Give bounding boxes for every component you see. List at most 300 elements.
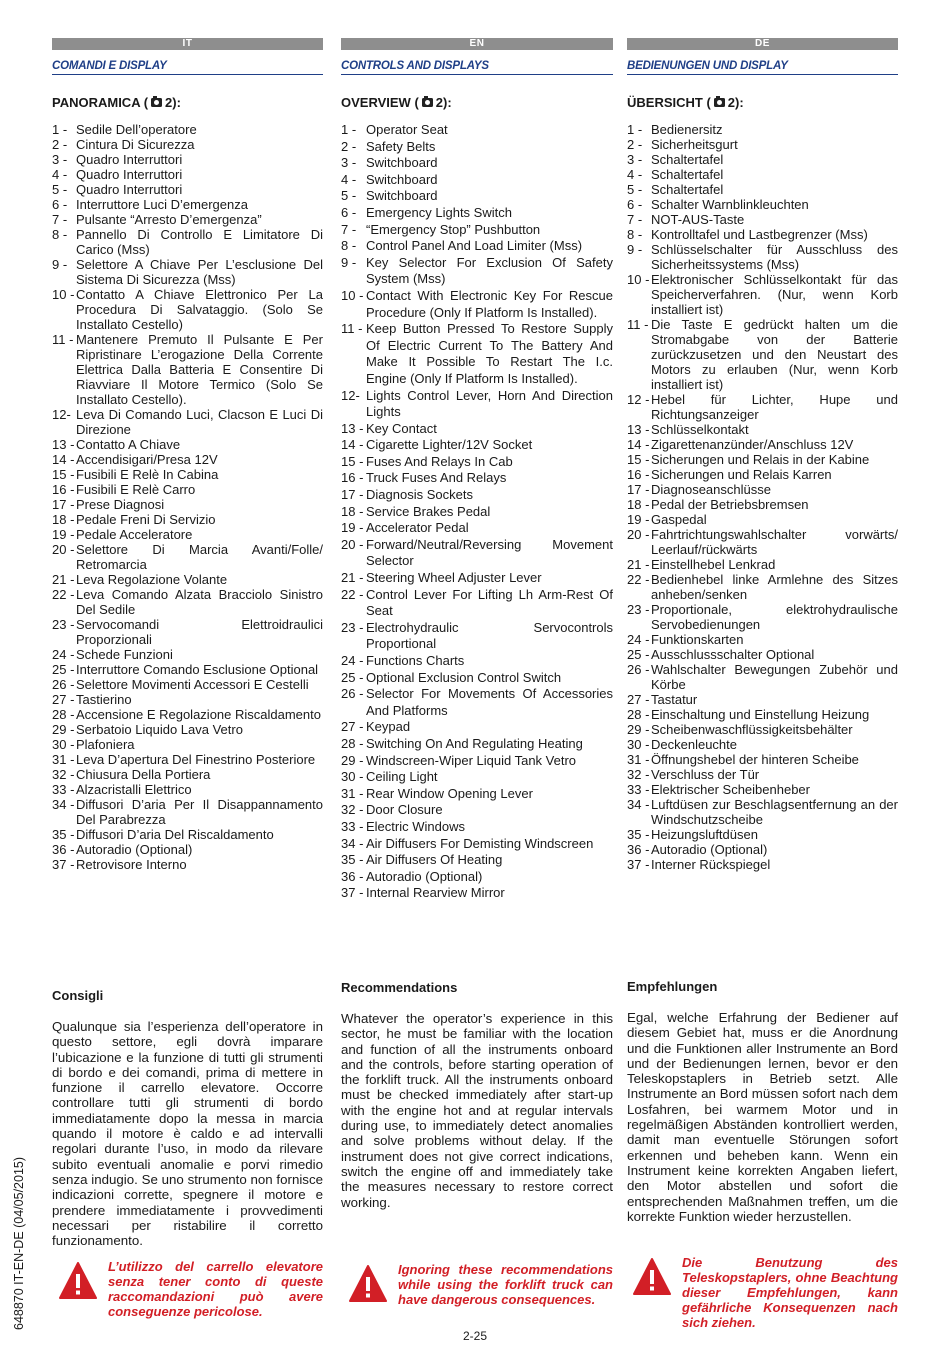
item-label: Serbatoio Liquido Lava Vetro xyxy=(76,722,243,737)
list-item xyxy=(627,797,898,827)
item-label: Switching On And Regulating Heating xyxy=(366,735,583,751)
list-item xyxy=(341,470,613,487)
item-number: 4 - xyxy=(52,167,68,182)
item-label: Quadro Interruttori xyxy=(76,152,183,167)
item-number: 8 - xyxy=(627,227,643,242)
item-label: Elektrischer Scheibenheber xyxy=(651,782,810,797)
item-number: 6 - xyxy=(52,197,68,212)
item-number: 18 - xyxy=(341,503,364,519)
item-number: 2 - xyxy=(52,137,68,152)
item-label: Bedienersitz xyxy=(651,122,723,137)
item-number: 18 - xyxy=(52,512,75,527)
item-number: 3 - xyxy=(341,155,357,171)
item-label: Luftdüsen zur Beschlagsentfernung an der Windschutzscheibe xyxy=(651,797,898,827)
item-number: 25 - xyxy=(52,662,75,677)
list-item xyxy=(627,662,898,692)
item-number: 21 - xyxy=(52,572,75,587)
item-number: 14 - xyxy=(627,437,650,452)
item-number: 2 - xyxy=(341,138,357,154)
language-bar-en: EN xyxy=(341,38,613,50)
item-number: 11 - xyxy=(341,321,363,337)
overview-list-de xyxy=(627,122,898,872)
section-title-en: CONTROLS AND DISPLAYS xyxy=(341,60,613,75)
recommendations-text-de: Egal, welche Erfahrung der Bediener auf diesem Gebiet hat, muss er die Anordnung und die Funktionen aller Instrumente an Bord und der Bedienungen lernen, bevor er den Teleskopstaplers in Betrieb setzt. Alle Instrumente an Bord müssen sofort nach dem Losfahren, bei warmem Motor und in regelmäßigen Abständen kontrolliert werden, damit man eventuelle Störungen sofort erkennen und beheben kann. Wenn ein Instrument keine korrekten Angaben liefert, den Motor abstellen und sofort die entsprechenden Maßnahmen treffen, um die korrekte Funktion wieder herzustellen. xyxy=(627,1010,898,1224)
list-item xyxy=(52,782,323,797)
list-item xyxy=(341,786,613,803)
list-item xyxy=(52,467,323,482)
item-number: 34 - xyxy=(341,835,364,851)
item-number: 35 - xyxy=(341,852,364,868)
item-number: 23 - xyxy=(627,602,650,617)
overview-prefix-de: ÜBERSICHT ( xyxy=(627,95,711,110)
item-label: NOT-AUS-Taste xyxy=(651,212,745,227)
item-label: Hebel für Lichter, Hupe und Richtungsanzeiger xyxy=(651,392,898,422)
item-number: 32 - xyxy=(341,802,364,818)
item-label: Functions Charts xyxy=(366,653,465,668)
warning-it xyxy=(58,1259,323,1319)
item-number: 9 - xyxy=(341,254,357,270)
list-item xyxy=(52,617,323,647)
recommendations-de xyxy=(627,979,898,1224)
recommendations-title-it: Consigli xyxy=(52,988,104,1003)
list-item xyxy=(52,512,323,527)
column-de xyxy=(627,38,898,872)
list-item xyxy=(627,512,898,527)
item-label: Selettore Di Marcia Avanti/Folle/ Retromarcia xyxy=(76,542,323,572)
item-number: 19 - xyxy=(627,512,650,527)
item-number: 5 - xyxy=(627,182,643,197)
item-label: Diagnosis Sockets xyxy=(366,487,473,503)
item-label: Funktionskarten xyxy=(651,632,744,647)
item-label: Alzacristalli Elettrico xyxy=(76,782,192,797)
item-number: 31 - xyxy=(341,785,364,801)
list-item xyxy=(627,842,898,857)
item-number: 7 - xyxy=(627,212,643,227)
item-number: 12- xyxy=(341,387,360,403)
list-item xyxy=(52,647,323,662)
list-item xyxy=(341,570,613,587)
list-item xyxy=(341,139,613,156)
list-item xyxy=(52,137,323,152)
list-item xyxy=(627,182,898,197)
item-label: Pedale Acceleratore xyxy=(76,527,193,542)
list-item xyxy=(341,421,613,438)
list-item xyxy=(627,422,898,437)
list-item xyxy=(341,437,613,454)
list-item xyxy=(627,167,898,182)
item-label: Interruttore Luci D’emergenza xyxy=(76,197,248,212)
item-number: 34 - xyxy=(52,797,75,812)
list-item xyxy=(52,767,323,782)
item-number: 6 - xyxy=(627,197,643,212)
item-number: 19 - xyxy=(52,527,75,542)
item-number: 10 - xyxy=(627,272,650,287)
item-number: 31 - xyxy=(627,752,650,767)
item-number: 20 - xyxy=(627,527,650,542)
item-label: Die Taste E gedrückt halten um die Stromabgabe von der Batterie zurückzusetzen und den Neustart des Motors zu erlauben (Nur, wenn Korb installiert ist) xyxy=(651,317,898,392)
item-number: 28 - xyxy=(52,707,75,722)
item-label: Quadro Interruttori xyxy=(76,167,183,182)
item-label: Safety Belts xyxy=(366,138,436,154)
list-item xyxy=(341,122,613,139)
item-number: 10 - xyxy=(52,287,75,302)
list-item xyxy=(341,686,613,719)
list-item xyxy=(52,227,323,257)
item-label: Einschaltung und Einstellung Heizung xyxy=(651,707,870,722)
warning-triangle-icon xyxy=(348,1264,388,1304)
list-item xyxy=(52,722,323,737)
recommendations-title-en: Recommendations xyxy=(341,980,458,995)
item-label: Pedale Freni Di Servizio xyxy=(76,512,216,527)
item-number: 15 - xyxy=(52,467,75,482)
list-item xyxy=(627,722,898,737)
item-number: 14 - xyxy=(341,437,364,453)
warning-text-en: Ignoring these recommendations while using the forklift truck can have dangerous consequences. xyxy=(398,1262,613,1307)
list-item xyxy=(627,497,898,512)
item-label: Mantenere Premuto Il Pulsante E Per Ripristinare L’erogazione Della Corrente Elettrica Dalla Batteria E Consentire Di Riavviare Il Motore Termico (Solo Se Installato Cestello). xyxy=(76,332,323,407)
list-item xyxy=(52,332,323,407)
item-number: 8 - xyxy=(52,227,68,242)
list-item xyxy=(341,620,613,653)
item-label: Schaltertafel xyxy=(651,182,724,197)
item-label: Tastatur xyxy=(651,692,698,707)
overview-heading-en xyxy=(341,95,613,110)
item-label: Door Closure xyxy=(366,802,443,818)
item-label: Schlüsselschalter für Ausschluss des Sicherheitssystems (Mss) xyxy=(651,242,898,272)
item-label: Tastierino xyxy=(76,692,132,707)
list-item xyxy=(627,482,898,497)
list-item xyxy=(627,152,898,167)
item-label: Öffnungshebel der hinteren Scheibe xyxy=(651,752,859,767)
list-item xyxy=(52,707,323,722)
item-label: Forward/Neutral/Reversing Movement Selector xyxy=(366,536,613,569)
list-item xyxy=(52,482,323,497)
item-label: Schalter Warnblinkleuchten xyxy=(651,197,809,212)
item-label: Control Lever For Lifting Lh Arm-Rest Of Seat xyxy=(366,586,613,619)
list-item xyxy=(627,632,898,647)
item-number: 32 - xyxy=(52,767,75,782)
list-item xyxy=(52,452,323,467)
list-item xyxy=(52,572,323,587)
item-number: 1 - xyxy=(341,122,357,137)
item-number: 17 - xyxy=(341,487,364,503)
item-label: Heizungsluftdüsen xyxy=(651,827,758,842)
overview-suffix-it: 2): xyxy=(165,95,181,110)
list-item xyxy=(52,542,323,572)
item-label: Kontrolltafel und Lastbegrenzer (Mss) xyxy=(651,227,868,242)
item-label: Interruttore Comando Esclusione Optional xyxy=(76,662,319,677)
list-item xyxy=(341,719,613,736)
item-label: “Emergency Stop” Pushbutton xyxy=(366,221,541,237)
list-item xyxy=(341,852,613,869)
item-number: 11 - xyxy=(627,317,649,332)
item-number: 3 - xyxy=(627,152,643,167)
list-item xyxy=(341,255,613,288)
list-item xyxy=(627,272,898,317)
item-label: Keypad xyxy=(366,719,411,735)
language-bar-de: DE xyxy=(627,38,898,50)
item-label: Switchboard xyxy=(366,188,438,204)
warning-text-de: Die Benutzung des Teleskopstaplers, ohne Beachtung dieser Empfehlungen, kann gefährliche Konsequenzen nach sich ziehen. xyxy=(682,1255,898,1330)
item-label: Leva Di Comando Luci, Clacson E Luci Di Direzione xyxy=(76,407,323,437)
item-number: 16 - xyxy=(341,470,364,486)
item-label: Ceiling Light xyxy=(366,769,438,785)
item-label: Air Diffusers Of Heating xyxy=(366,852,503,868)
item-number: 13 - xyxy=(627,422,650,437)
list-item xyxy=(627,572,898,602)
item-number: 7 - xyxy=(341,221,357,237)
list-item xyxy=(627,137,898,152)
list-item xyxy=(627,317,898,392)
list-item xyxy=(341,885,613,902)
item-number: 15 - xyxy=(627,452,650,467)
list-item xyxy=(341,321,613,387)
item-label: Chiusura Della Portiera xyxy=(76,767,211,782)
item-number: 36 - xyxy=(341,868,364,884)
item-number: 8 - xyxy=(341,238,357,254)
item-label: Contatto A Chiave xyxy=(76,437,181,452)
item-label: Emergency Lights Switch xyxy=(366,204,512,220)
item-number: 9 - xyxy=(627,242,643,257)
recommendations-it xyxy=(52,988,323,1248)
item-number: 13 - xyxy=(52,437,75,452)
list-item xyxy=(52,257,323,287)
item-number: 17 - xyxy=(52,497,75,512)
list-item xyxy=(52,827,323,842)
item-label: Switchboard xyxy=(366,171,438,187)
item-number: 20 - xyxy=(52,542,75,557)
list-item xyxy=(52,797,323,827)
item-number: 1 - xyxy=(52,122,68,137)
item-label: Rear Window Opening Lever xyxy=(366,785,533,801)
item-number: 31 - xyxy=(52,752,75,767)
list-item xyxy=(341,520,613,537)
list-item xyxy=(341,504,613,521)
list-item xyxy=(341,670,613,687)
list-item xyxy=(52,287,323,332)
list-item xyxy=(52,497,323,512)
item-label: Elektronischer Schlüsselkontakt für das Speicherverfahren. (Nur, wenn Korb installiert ist) xyxy=(651,272,898,317)
list-item xyxy=(627,782,898,797)
item-number: 23 - xyxy=(52,617,75,632)
list-item xyxy=(627,602,898,632)
item-label: Verschluss der Tür xyxy=(651,767,760,782)
item-label: Internal Rearview Mirror xyxy=(366,885,505,901)
item-label: Fuses And Relays In Cab xyxy=(366,453,513,469)
item-number: 37 - xyxy=(627,857,650,872)
list-item xyxy=(341,836,613,853)
list-item xyxy=(52,662,323,677)
item-number: 33 - xyxy=(52,782,75,797)
item-number: 9 - xyxy=(52,257,68,272)
overview-list-en xyxy=(341,122,613,902)
item-number: 13 - xyxy=(341,420,364,436)
item-number: 27 - xyxy=(627,692,650,707)
item-number: 19 - xyxy=(341,520,364,536)
item-label: Electrohydraulic Servocontrols Proportional xyxy=(366,619,613,652)
list-item xyxy=(341,802,613,819)
item-label: Diffusori D’aria Per Il Disappannamento Del Parabrezza xyxy=(76,797,323,827)
item-number: 29 - xyxy=(341,752,364,768)
overview-prefix-it: PANORAMICA ( xyxy=(52,95,149,110)
list-item xyxy=(52,182,323,197)
list-item xyxy=(627,827,898,842)
list-item xyxy=(627,452,898,467)
list-item xyxy=(341,487,613,504)
list-item xyxy=(52,212,323,227)
list-item xyxy=(627,767,898,782)
item-number: 22 - xyxy=(52,587,75,602)
list-item xyxy=(627,857,898,872)
warning-de xyxy=(632,1255,898,1330)
item-label: Electric Windows xyxy=(366,818,465,834)
warning-triangle-icon xyxy=(58,1261,98,1301)
list-item xyxy=(627,242,898,272)
item-label: Scheibenwaschflüssigkeitsbehälter xyxy=(651,722,853,737)
overview-heading-it xyxy=(52,95,323,110)
item-number: 21 - xyxy=(341,570,364,586)
camera-icon xyxy=(714,98,725,107)
item-number: 28 - xyxy=(341,735,364,751)
list-item xyxy=(627,647,898,662)
item-label: Control Panel And Load Limiter (Mss) xyxy=(366,238,583,254)
item-label: Ausschlussschalter Optional xyxy=(651,647,815,662)
list-item xyxy=(52,527,323,542)
item-number: 24 - xyxy=(52,647,75,662)
item-number: 33 - xyxy=(341,818,364,834)
overview-prefix-en: OVERVIEW ( xyxy=(341,95,419,110)
list-item xyxy=(341,155,613,172)
item-number: 14 - xyxy=(52,452,75,467)
item-label: Diagnoseanschlüsse xyxy=(651,482,771,497)
item-label: Fusibili E Relè In Cabina xyxy=(76,467,219,482)
overview-suffix-de: 2): xyxy=(727,95,744,110)
overview-suffix-en: 2): xyxy=(435,95,452,110)
item-label: Cintura Di Sicurezza xyxy=(76,137,195,152)
item-number: 36 - xyxy=(627,842,650,857)
item-label: Fusibili E Relè Carro xyxy=(76,482,196,497)
item-label: Service Brakes Pedal xyxy=(366,503,491,519)
item-number: 3 - xyxy=(52,152,68,167)
list-item xyxy=(341,288,613,321)
column-it xyxy=(52,38,323,872)
list-item xyxy=(52,842,323,857)
list-item xyxy=(52,752,323,767)
item-number: 16 - xyxy=(52,482,75,497)
list-item xyxy=(341,172,613,189)
item-number: 28 - xyxy=(627,707,650,722)
item-label: Schede Funzioni xyxy=(76,647,173,662)
item-label: Switchboard xyxy=(366,155,438,171)
item-label: Accelerator Pedal xyxy=(366,520,469,536)
item-number: 27 - xyxy=(341,719,364,735)
item-label: Lights Control Lever, Horn And Direction Lights xyxy=(366,387,613,420)
item-label: Contact With Electronic Key For Rescue Procedure (Only If Platform Is Installed). xyxy=(366,287,613,320)
item-number: 5 - xyxy=(52,182,68,197)
item-label: Optional Exclusion Control Switch xyxy=(366,669,562,685)
item-label: Sicherheitsgurt xyxy=(651,137,738,152)
item-label: Deckenleuchte xyxy=(651,737,737,752)
item-label: Servocomandi Elettroidraulici Proporzionali xyxy=(76,617,323,647)
camera-icon xyxy=(151,98,162,107)
list-item xyxy=(52,152,323,167)
item-number: 35 - xyxy=(52,827,75,842)
item-number: 11 - xyxy=(52,332,74,347)
item-number: 22 - xyxy=(341,586,364,602)
item-number: 12- xyxy=(52,407,71,422)
item-number: 17 - xyxy=(627,482,650,497)
item-number: 10 - xyxy=(341,287,364,303)
list-item xyxy=(52,692,323,707)
item-number: 1 - xyxy=(627,122,643,137)
item-number: 30 - xyxy=(627,737,650,752)
item-label: Accensione E Regolazione Riscaldamento xyxy=(76,707,321,722)
list-item xyxy=(627,467,898,482)
item-number: 22 - xyxy=(627,572,650,587)
list-item xyxy=(52,437,323,452)
item-label: Schlüsselkontakt xyxy=(651,422,749,437)
list-item xyxy=(627,737,898,752)
recommendations-title-de: Empfehlungen xyxy=(627,979,718,994)
item-number: 27 - xyxy=(52,692,75,707)
item-label: Zigarettenanzünder/Anschluss 12V xyxy=(651,437,854,452)
item-label: Operator Seat xyxy=(366,122,448,137)
list-item xyxy=(341,222,613,239)
list-item xyxy=(627,557,898,572)
item-label: Key Contact xyxy=(366,420,437,436)
item-number: 36 - xyxy=(52,842,75,857)
item-number: 25 - xyxy=(341,669,364,685)
item-label: Keep Button Pressed To Restore Supply Of Electric Current To The Battery And Make It Possible To Restart The I.c. Engine (Only If Platform Is Installed). xyxy=(366,321,613,386)
item-label: Pulsante “Arresto D’emergenza” xyxy=(76,212,262,227)
item-number: 21 - xyxy=(627,557,650,572)
list-item xyxy=(627,527,898,557)
item-number: 37 - xyxy=(341,885,364,901)
item-number: 24 - xyxy=(627,632,650,647)
item-number: 26 - xyxy=(52,677,75,692)
item-number: 12 - xyxy=(627,392,650,407)
page-number: 2-25 xyxy=(462,1329,488,1343)
item-number: 6 - xyxy=(341,204,357,220)
warning-triangle-icon xyxy=(632,1257,672,1297)
list-item xyxy=(627,392,898,422)
list-item xyxy=(341,869,613,886)
list-item xyxy=(341,188,613,205)
list-item xyxy=(627,707,898,722)
item-label: Leva D’apertura Del Finestrino Posteriore xyxy=(76,752,316,767)
list-item xyxy=(52,737,323,752)
list-item xyxy=(341,819,613,836)
list-item xyxy=(52,677,323,692)
item-label: Contatto A Chiave Elettronico Per La Procedura Di Salvataggio. (Solo Se Installato Cestello) xyxy=(76,287,323,332)
item-number: 18 - xyxy=(627,497,650,512)
item-number: 4 - xyxy=(627,167,643,182)
item-number: 34 - xyxy=(627,797,650,812)
list-item xyxy=(52,122,323,137)
list-item xyxy=(341,388,613,421)
item-label: Truck Fuses And Relays xyxy=(366,470,507,486)
list-item xyxy=(341,537,613,570)
item-number: 29 - xyxy=(52,722,75,737)
item-label: Sicherungen und Relais Karren xyxy=(651,467,832,482)
list-item xyxy=(52,587,323,617)
item-number: 7 - xyxy=(52,212,68,227)
item-label: Autoradio (Optional) xyxy=(76,842,193,857)
item-label: Selettore A Chiave Per L’esclusione Del Sistema Di Sicurezza (Mss) xyxy=(76,257,323,287)
item-label: Einstellhebel Lenkrad xyxy=(651,557,776,572)
item-number: 33 - xyxy=(627,782,650,797)
item-label: Sicherungen und Relais in der Kabine xyxy=(651,452,870,467)
